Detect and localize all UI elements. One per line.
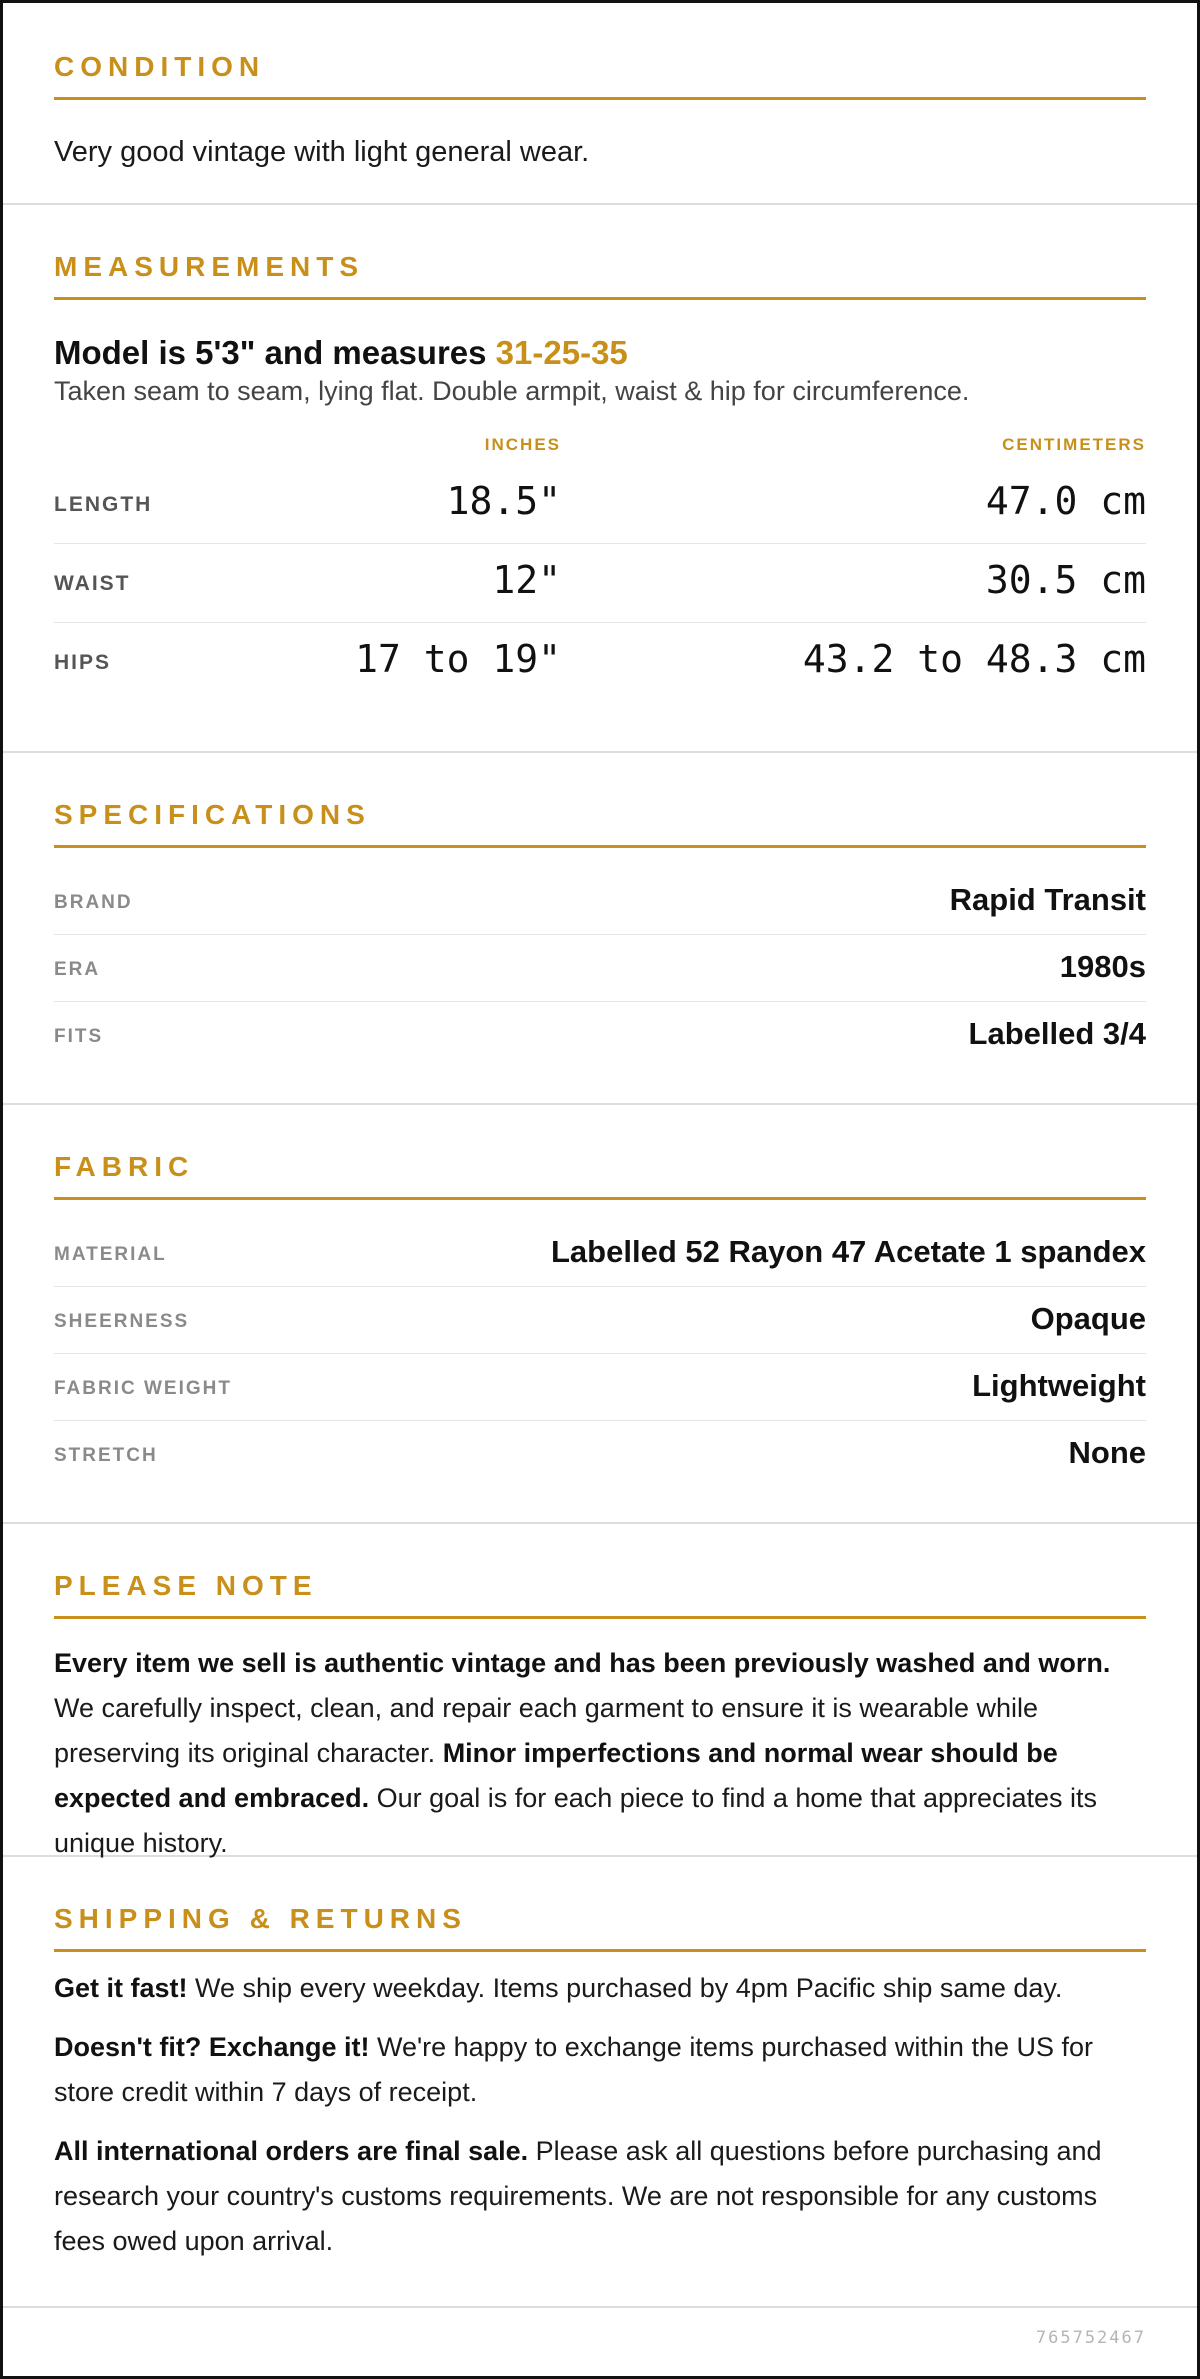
specifications-heading: SPECIFICATIONS bbox=[54, 799, 1146, 848]
fabric-heading: FABRIC bbox=[54, 1151, 1146, 1200]
condition-text: Very good vintage with light general wear. bbox=[54, 136, 590, 168]
column-inches-header: INCHES bbox=[484, 435, 561, 454]
spec-value: Rapid Transit bbox=[949, 882, 1146, 917]
measurement-cm: 47.0 cm bbox=[985, 479, 1146, 523]
specifications-section bbox=[3, 753, 1197, 1105]
measurement-row-waist bbox=[54, 544, 1146, 623]
measurements-section bbox=[3, 205, 1197, 753]
specifications-list bbox=[54, 868, 1146, 1068]
fabric-row-material bbox=[54, 1220, 1146, 1287]
fabric-value: Labelled 52 Rayon 47 Acetate 1 spandex bbox=[551, 1234, 1146, 1269]
measurements-table bbox=[54, 435, 1146, 701]
shipping-paragraph-fast bbox=[54, 1966, 1146, 2011]
fabric-value: Lightweight bbox=[972, 1368, 1146, 1403]
fabric-row-sheerness bbox=[54, 1287, 1146, 1354]
measurement-label: LENGTH bbox=[54, 493, 153, 516]
please-note-heading: PLEASE NOTE bbox=[54, 1570, 1146, 1619]
spec-value: Labelled 3/4 bbox=[968, 1016, 1146, 1051]
model-prefix: Model is 5'3" and measures bbox=[54, 334, 496, 371]
please-note-text bbox=[54, 1641, 1146, 1866]
note-text-2: Our goal is for each piece to find a home that appreciates its unique history. bbox=[54, 1783, 1098, 1858]
fabric-key: FABRIC WEIGHT bbox=[54, 1378, 232, 1399]
measurement-inches: 17 to 19" bbox=[355, 637, 561, 681]
fabric-key: MATERIAL bbox=[54, 1244, 167, 1265]
spec-row-era bbox=[54, 935, 1146, 1002]
measurements-table-header bbox=[54, 435, 1146, 465]
measurement-label: WAIST bbox=[54, 572, 131, 595]
shipping-text: We ship every weekday. Items purchased by 4pm Pacific ship same day. bbox=[187, 1973, 1063, 2003]
measurement-cm: 43.2 to 48.3 cm bbox=[802, 637, 1146, 681]
fabric-section bbox=[3, 1105, 1197, 1524]
measurement-row-length bbox=[54, 465, 1146, 544]
shipping-returns-heading: SHIPPING & RETURNS bbox=[54, 1903, 1146, 1952]
shipping-bold: Doesn't fit? Exchange it! bbox=[54, 2032, 370, 2062]
shipping-returns-section bbox=[3, 1857, 1197, 2308]
model-measure-value: 31-25-35 bbox=[495, 334, 628, 371]
condition-section bbox=[3, 3, 1197, 205]
fabric-value: None bbox=[1068, 1435, 1146, 1470]
column-centimeters-header: CENTIMETERS bbox=[1002, 435, 1146, 454]
measurement-inches: 12" bbox=[492, 558, 561, 602]
shipping-bold: All international orders are final sale. bbox=[54, 2136, 529, 2166]
condition-heading: CONDITION bbox=[54, 51, 1146, 100]
spec-key: ERA bbox=[54, 959, 101, 980]
model-measurements-line bbox=[54, 334, 1146, 372]
fabric-row-stretch bbox=[54, 1421, 1146, 1487]
shipping-paragraph-international bbox=[54, 2129, 1146, 2264]
shipping-text: We're happy to exchange items purchased within the US for store credit within 7 days of receipt. bbox=[54, 2032, 1093, 2107]
shipping-bold: Get it fast! bbox=[54, 1973, 188, 2003]
fabric-key: SHEERNESS bbox=[54, 1311, 190, 1332]
item-id: 765752467 bbox=[1035, 2328, 1146, 2348]
fabric-list bbox=[54, 1220, 1146, 1487]
measurement-inches: 18.5" bbox=[446, 479, 561, 523]
measurement-row-hips bbox=[54, 623, 1146, 701]
measurements-subtext: Taken seam to seam, lying flat. Double armpit, waist & hip for circumference. bbox=[54, 376, 970, 406]
fabric-key: STRETCH bbox=[54, 1445, 158, 1466]
spec-row-fits bbox=[54, 1002, 1146, 1068]
note-text-1: We carefully inspect, clean, and repair each garment to ensure it is wearable while preserving its original character. bbox=[54, 1693, 1039, 1768]
spec-row-brand bbox=[54, 868, 1146, 935]
fabric-row-weight bbox=[54, 1354, 1146, 1421]
note-bold-2: Minor imperfections and normal wear should be expected and embraced. bbox=[54, 1738, 1058, 1813]
measurement-label: HIPS bbox=[54, 651, 112, 674]
shipping-paragraph-exchange bbox=[54, 2025, 1146, 2115]
note-bold-1: Every item we sell is authentic vintage and has been previously washed and worn. bbox=[54, 1648, 1111, 1678]
shipping-text: Please ask all questions before purchasing and research your country's customs requirements. We are not responsible for any customs fees owed upon arrival. bbox=[54, 2136, 1102, 2256]
spec-key: FITS bbox=[54, 1026, 104, 1047]
measurements-heading: MEASUREMENTS bbox=[54, 251, 1146, 300]
measurement-cm: 30.5 cm bbox=[985, 558, 1146, 602]
please-note-section bbox=[3, 1524, 1197, 1857]
fabric-value: Opaque bbox=[1030, 1301, 1146, 1336]
spec-value: 1980s bbox=[1059, 949, 1146, 984]
spec-key: BRAND bbox=[54, 892, 133, 913]
